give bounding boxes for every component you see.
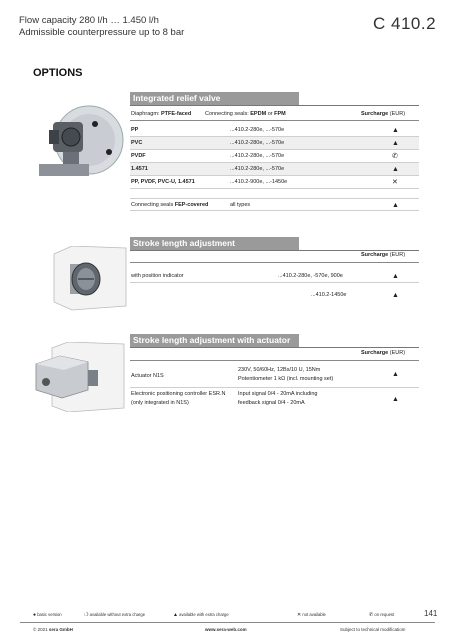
- no-charge-icon: ❍: [84, 612, 89, 618]
- controller-label-line2: (only integrated in N1S): [131, 400, 189, 406]
- surcharge-header: [361, 350, 405, 356]
- table-row: [130, 150, 419, 163]
- table-rule: [130, 360, 419, 361]
- surcharge-symbol: ▲: [392, 292, 399, 299]
- section-title-stroke: Stroke length adjustment: [130, 237, 299, 250]
- diaphragm-label: Diaphragm:: [131, 111, 160, 117]
- material-steel: 1.4571: [131, 166, 148, 172]
- footer-copyright: [33, 627, 73, 632]
- header-flow-capacity: Flow capacity 280 l/h … 1.450 l/h: [19, 15, 159, 26]
- surcharge-unit: (EUR): [389, 252, 406, 258]
- table-row: [130, 176, 419, 189]
- article-code: ...410.2-280e, ...-570e: [230, 153, 285, 159]
- section-divider: [130, 105, 419, 106]
- surcharge-symbol: ▲: [392, 166, 399, 173]
- surcharge-symbol: ▲: [392, 202, 399, 209]
- surcharge-label: Surcharge: [361, 111, 389, 117]
- legend-text: on request: [374, 612, 395, 617]
- legend-text: available with extra charge: [179, 612, 229, 617]
- copyright-year: © 2021: [33, 627, 48, 632]
- legend-not-available: [297, 612, 326, 618]
- surcharge-symbol: ▲: [392, 140, 399, 147]
- stroke-adjustment-image: [52, 246, 128, 312]
- page-title: OPTIONS: [33, 67, 83, 79]
- extra-charge-icon: ▲: [173, 612, 178, 618]
- section-divider: [130, 347, 419, 348]
- fep-types: all types: [230, 202, 251, 208]
- surcharge-symbol: ▲: [392, 273, 399, 280]
- legend-text: basic version: [37, 612, 62, 617]
- position-indicator-label: with position indicator: [131, 273, 184, 279]
- table-row: [130, 365, 419, 388]
- table-row: [130, 289, 419, 302]
- controller-desc-line1: Input signal 0/4 - 20mA including: [238, 391, 318, 397]
- legend-text: not available: [302, 612, 326, 617]
- section-title-relief-valve: Integrated relief valve: [130, 92, 299, 105]
- seals-value-fpm: FPM: [274, 111, 286, 117]
- on-request-icon: ✆: [369, 612, 374, 618]
- surcharge-symbol: ▲: [392, 396, 399, 403]
- header-counterpressure: Admissible counterpressure up to 8 bar: [19, 27, 185, 38]
- seals-spec: [205, 111, 286, 117]
- surcharge-label: Surcharge: [361, 252, 389, 258]
- relief-valve-pump-image: [29, 100, 129, 188]
- seals-or: or: [267, 111, 273, 117]
- table-row: [130, 163, 419, 176]
- section-title-actuator: Stroke length adjustment with actuator: [130, 334, 299, 347]
- actuator-desc-line2: Potentiometer 1 kΩ (incl. mounting set): [238, 376, 334, 382]
- article-code: ...410.2-280e, -570e, 900e: [278, 273, 343, 279]
- legend-no-charge: [84, 612, 145, 618]
- table-row: [130, 137, 419, 150]
- surcharge-header: [361, 252, 405, 258]
- actuator-label: Actuator N1S: [131, 373, 164, 379]
- fep-label-text: Connecting seals: [131, 202, 174, 208]
- footer-website[interactable]: www.sera-web.com: [205, 627, 247, 632]
- surcharge-symbol: ▲: [392, 371, 399, 378]
- page-number: 141: [424, 609, 438, 618]
- actuator-image: [32, 342, 126, 412]
- controller-desc-line2: feedback signal 0/4 - 20mA: [238, 400, 305, 406]
- table-row: [130, 270, 419, 283]
- article-code: ...410.2-280e, ...-570e: [230, 166, 285, 172]
- actuator-desc-line1: 230V, 50/60Hz, 12Bs/10 U, 15Nm: [238, 367, 321, 373]
- legend-on-request: [369, 612, 394, 618]
- fep-label: [131, 199, 208, 212]
- not-available-icon: ✕: [297, 612, 302, 618]
- diaphragm-spec: [131, 111, 191, 117]
- model-number: C 410.2: [373, 14, 437, 33]
- article-code: ...410.2-1450e: [311, 292, 347, 298]
- on-request-symbol: ✆: [392, 153, 398, 160]
- material-pp: PP: [131, 127, 139, 133]
- table-row: [130, 390, 419, 412]
- material-pvdf: PVDF: [131, 153, 146, 159]
- footer-notice: Subject to technical modification!: [340, 627, 406, 632]
- company-name: sera GmbH: [48, 627, 73, 632]
- footer-rule: [20, 622, 435, 623]
- article-code: ...410.2-280e, ...-570e: [230, 140, 285, 146]
- table-row: [130, 124, 419, 137]
- surcharge-symbol: ▲: [392, 127, 399, 134]
- material-all: PP, PVDF, PVC-U, 1.4571: [131, 179, 195, 185]
- surcharge-header: [361, 111, 405, 117]
- article-code: ...410.2-280e, ...-570e: [230, 127, 285, 133]
- controller-label-line1: Electronic positioning controller ESR.N: [131, 391, 226, 397]
- surcharge-unit: (EUR): [389, 350, 406, 356]
- fep-value: FEP-covered: [174, 202, 209, 208]
- article-code: ...410.2-900e, ...-1450e: [230, 179, 288, 185]
- table-rule: [130, 120, 419, 121]
- seals-value-epdm: EPDM: [250, 111, 267, 117]
- table-row: [130, 198, 419, 211]
- table-rule: [130, 262, 419, 263]
- legend-basic: [33, 612, 62, 618]
- diaphragm-value: PTFE-faced: [160, 111, 192, 117]
- surcharge-unit: (EUR): [389, 111, 406, 117]
- material-pvc: PVC: [131, 140, 143, 146]
- legend-text: available without extra charge: [89, 612, 146, 617]
- not-available-symbol: ✕: [392, 179, 398, 186]
- section-divider: [130, 250, 419, 251]
- legend-extra-charge: [173, 612, 229, 618]
- basic-version-icon: ●: [33, 612, 37, 618]
- surcharge-label: Surcharge: [361, 350, 389, 356]
- seals-label: Connecting seals:: [205, 111, 249, 117]
